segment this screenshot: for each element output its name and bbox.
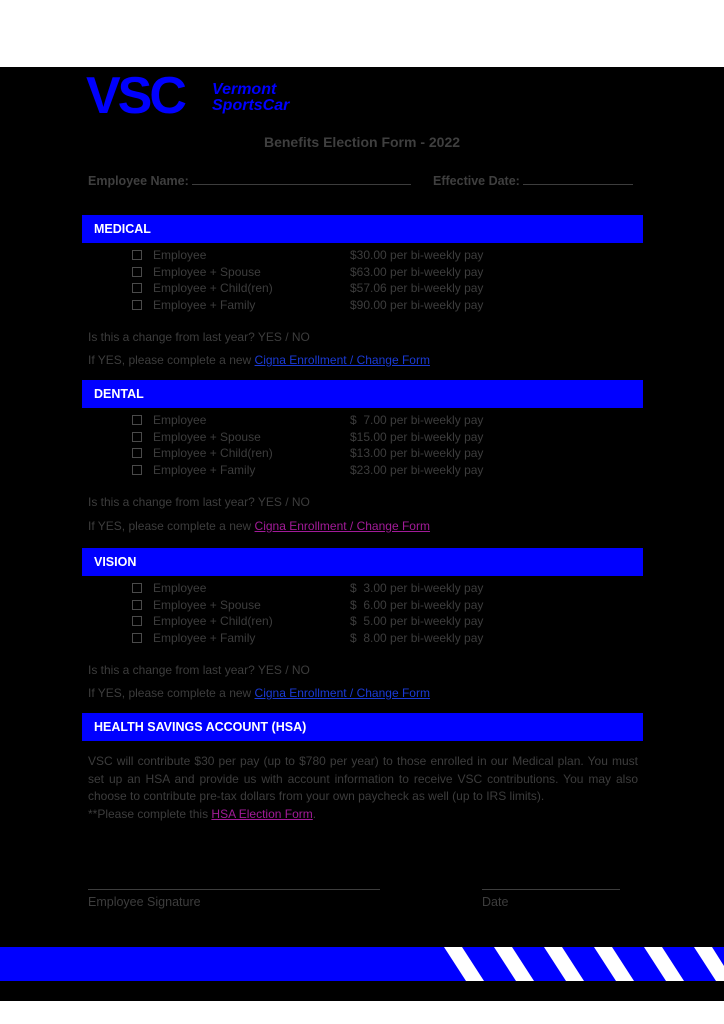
medical-options: [132, 248, 532, 314]
stripe: [494, 947, 534, 981]
medical-option: [132, 248, 532, 265]
signature-line[interactable]: [88, 889, 380, 890]
medical-option: [132, 281, 532, 298]
option-price: $ 8.00 per bi-weekly pay: [350, 630, 484, 645]
option-price: $90.00 per bi-weekly pay: [350, 297, 484, 312]
option-label: Employee + Spouse: [153, 597, 261, 612]
option-label: Employee: [153, 413, 207, 427]
vision-followup: [88, 686, 430, 700]
logo-mark: VSC: [86, 69, 184, 119]
dental-change-question: Is this a change from last year? YES / NO: [88, 495, 310, 509]
option-label: Employee + Family: [153, 630, 256, 645]
option-price: $ 7.00 per bi-weekly pay: [350, 413, 484, 427]
employee-name-row: [88, 172, 411, 188]
dental-option: [132, 430, 532, 447]
checkbox[interactable]: [132, 267, 142, 277]
stripe: [444, 947, 484, 981]
stripe: [644, 947, 684, 981]
option-label: Employee: [153, 248, 207, 262]
vision-option: [132, 614, 532, 631]
option-label: Employee + Family: [153, 462, 256, 477]
dental-options: [132, 413, 532, 479]
stripe: [544, 947, 584, 981]
footer-stripes: [0, 947, 724, 981]
vision-option: [132, 581, 532, 598]
dental-header: DENTAL: [82, 380, 643, 408]
checkbox[interactable]: [132, 300, 142, 310]
dental-enrollment-link[interactable]: Cigna Enrollment / Change Form: [254, 519, 430, 533]
employee-name-label: Employee Name:: [88, 174, 189, 188]
option-price: $ 5.00 per bi-weekly pay: [350, 614, 484, 628]
footer-band: [0, 947, 724, 981]
checkbox[interactable]: [132, 465, 142, 475]
option-label: Employee + Spouse: [153, 264, 261, 279]
logo-line2: SportsCar: [212, 97, 290, 114]
option-price: $23.00 per bi-weekly pay: [350, 462, 484, 477]
dental-followup: [88, 519, 430, 533]
effective-date-label: Effective Date:: [433, 174, 520, 188]
vision-option: [132, 631, 532, 648]
medical-enrollment-link[interactable]: Cigna Enrollment / Change Form: [254, 353, 430, 367]
option-label: Employee + Spouse: [153, 429, 261, 444]
dental-option: [132, 463, 532, 480]
hsa-note-text: **Please complete this: [88, 806, 212, 821]
stripe: [694, 947, 724, 981]
signature-label: Employee Signature: [88, 895, 201, 909]
medical-option: [132, 298, 532, 315]
checkbox[interactable]: [132, 600, 142, 610]
option-price: $57.06 per bi-weekly pay: [350, 281, 484, 295]
hsa-body: VSC will contribute $30 per pay (up to $780 per year) to those enrolled in our Medical plan. You must set up an HSA and provide us with account information to receive VSC contributions. You may also choose to contribute pre-tax dollars from your own paycheck as well (up to IRS limits).: [88, 754, 638, 803]
form-title: Benefits Election Form - 2022: [263, 134, 461, 150]
vision-header: VISION: [82, 548, 643, 576]
medical-header: MEDICAL: [82, 215, 643, 243]
option-price: $ 6.00 per bi-weekly pay: [350, 597, 484, 612]
medical-followup: [88, 353, 430, 367]
dental-option: [132, 413, 532, 430]
option-price: $63.00 per bi-weekly pay: [350, 264, 484, 279]
medical-change-question: Is this a change from last year? YES / NO: [88, 330, 310, 344]
vision-options: [132, 581, 532, 647]
followup-text: If YES, please complete a new: [88, 519, 255, 533]
checkbox[interactable]: [132, 633, 142, 643]
option-label: Employee + Child(ren): [153, 614, 273, 628]
option-price: $30.00 per bi-weekly pay: [350, 248, 484, 262]
option-price: $ 3.00 per bi-weekly pay: [350, 581, 484, 595]
option-price: $15.00 per bi-weekly pay: [350, 429, 484, 444]
date-label: Date: [482, 895, 509, 909]
dental-option: [132, 446, 532, 463]
vision-enrollment-link[interactable]: Cigna Enrollment / Change Form: [254, 686, 430, 700]
employee-name-field[interactable]: [192, 172, 411, 185]
stripe: [594, 947, 634, 981]
option-label: Employee + Family: [153, 297, 256, 312]
option-price: $13.00 per bi-weekly pay: [350, 446, 484, 460]
checkbox[interactable]: [132, 415, 142, 425]
effective-date-field[interactable]: [523, 172, 633, 185]
followup-text: If YES, please complete a new: [88, 353, 255, 367]
checkbox[interactable]: [132, 283, 142, 293]
vision-option: [132, 598, 532, 615]
checkbox[interactable]: [132, 448, 142, 458]
medical-option: [132, 265, 532, 282]
vsc-logo: [86, 69, 316, 119]
form-page: [0, 67, 724, 1001]
checkbox[interactable]: [132, 250, 142, 260]
checkbox[interactable]: [132, 432, 142, 442]
checkbox[interactable]: [132, 583, 142, 593]
hsa-election-link[interactable]: HSA Election Form: [211, 806, 313, 821]
followup-text: If YES, please complete a new: [88, 686, 255, 700]
hsa-note-suffix: .: [312, 806, 317, 821]
effective-date-row: [433, 172, 633, 188]
date-line[interactable]: [482, 889, 620, 890]
hsa-description: [88, 753, 638, 823]
option-label: Employee + Child(ren): [153, 281, 273, 295]
hsa-note: [88, 806, 638, 824]
vision-change-question: Is this a change from last year? YES / NO: [88, 663, 310, 677]
option-label: Employee: [153, 581, 207, 595]
checkbox[interactable]: [132, 616, 142, 626]
logo-line1: Vermont: [212, 81, 277, 98]
option-label: Employee + Child(ren): [153, 446, 273, 460]
hsa-header: HEALTH SAVINGS ACCOUNT (HSA): [82, 713, 643, 741]
